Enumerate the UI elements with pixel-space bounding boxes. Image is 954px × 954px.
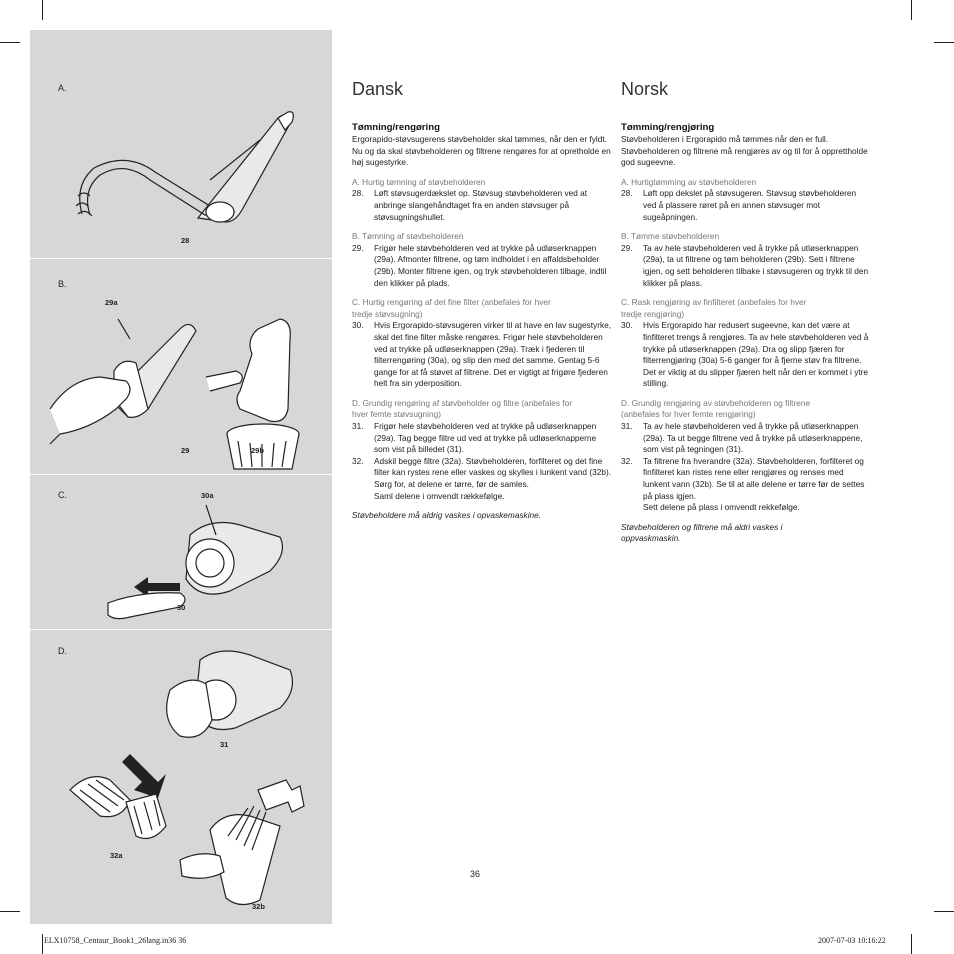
- item-number: 29.: [352, 242, 364, 253]
- norsk-section-d: [621, 398, 871, 514]
- item-number: 32.: [352, 455, 364, 466]
- list-item: [621, 188, 871, 223]
- item-text: Ta filtrene fra hverandre (32a). Støvbeholderen, forfilteret og finfilteret kan ristes rene eller rengjøres og renses med lunkent vann (32b). Se til at alle delene er tørre før de settes på plass igjen. Sett delene på plass i omvendt rekkefølge.: [643, 455, 865, 513]
- callout-31: 31: [220, 740, 229, 749]
- callout-28: 28: [181, 236, 190, 245]
- dust-container-release-illustration: [30, 259, 332, 474]
- footer-timestamp: 2007-07-03 10:16:22: [818, 936, 886, 945]
- list-item: [352, 188, 612, 223]
- item-text: Ta av hele støvbeholderen ved å trykke på utløserknappen (29a), ta ut filtrene og tøm beholderen (29b). Sett i filtrene igjen, og sett beholderen tilbake i støvsugeren og trykk til den klikker på plass.: [643, 242, 869, 288]
- norsk-intro: Støvbeholderen i Ergorapido må tømmes når den er full. Støvbeholderen og filtrene må rengjøres av og til for å opprettholde god sugeevne.: [621, 134, 868, 168]
- norsk-heading: Tømming/rengjøring: [621, 122, 715, 133]
- norsk-note: Støvbeholderen og filtrene må aldri vaskes i oppvaskmaskin.: [621, 521, 783, 544]
- crop-mark: [42, 0, 43, 20]
- list-item: [352, 456, 612, 502]
- callout-32a: 32a: [110, 851, 123, 860]
- panel-a-label: A.: [58, 83, 67, 93]
- panel-c-label: C.: [58, 490, 67, 500]
- list-item: [621, 421, 871, 456]
- list-item: [352, 320, 612, 390]
- crop-mark: [42, 934, 43, 954]
- dansk-section-b: [352, 231, 612, 289]
- crop-mark: [0, 911, 20, 912]
- filter-washing-illustration: [30, 630, 332, 924]
- item-text: Løft støvsugerdækslet op. Støvsug støvbeholderen ved at anbringe slangehåndtaget fra en anden støvsuger på støvsugningshullet.: [374, 188, 588, 222]
- crop-mark: [0, 42, 20, 43]
- crop-mark: [934, 42, 954, 43]
- vacuum-hose-illustration: [30, 30, 332, 258]
- callout-29a: 29a: [105, 298, 118, 307]
- item-number: 28.: [621, 188, 633, 199]
- section-heading: B. Tømme støvbeholderen: [621, 231, 720, 242]
- list-item: [621, 456, 871, 514]
- item-number: 30.: [352, 320, 364, 331]
- list-item: [352, 243, 612, 289]
- panel-d-label: D.: [58, 646, 67, 656]
- item-number: 28.: [352, 188, 364, 199]
- norsk-section-b: [621, 231, 871, 289]
- section-heading: A. Hurtigtømming av støvbeholderen: [621, 176, 757, 187]
- norsk-title: Norsk: [621, 79, 669, 99]
- dansk-title: Dansk: [352, 79, 404, 99]
- list-item: [621, 243, 871, 289]
- section-heading: A. Hurtig tømning af støvbeholderen: [352, 176, 486, 187]
- item-text: Frigør hele støvbeholderen ved at trykke på udløserknappen (29a). Tag begge filtre ud ved at trykke på udløserknapperne som vist på billedet (31).: [374, 421, 597, 455]
- item-number: 32.: [621, 455, 633, 466]
- callout-32b: 32b: [252, 902, 265, 911]
- list-item: [621, 320, 871, 390]
- dansk-section-d: [352, 398, 612, 502]
- item-text: Frigør hele støvbeholderen ved at trykke på udløserknappen (29a). Afmonter filtrene, og tøm indholdet i en affaldsbeholder (29b). Monter filtrene igen, og tryk støvbeholderen tilbage, indtil den klikker på plads.: [374, 242, 607, 288]
- dansk-heading: Tømning/rengøring: [352, 122, 440, 133]
- item-number: 30.: [621, 320, 633, 331]
- norsk-section-c: [621, 297, 871, 390]
- crop-mark: [911, 934, 912, 954]
- item-text: Hvis Ergorapido-støvsugeren virker til at have en lav sugestyrke, skal det fine filter måske rengøres. Frigør hele støvbeholderen ved at trykke på udløserknappen (29a). Træk i fjederen til filterrengøring (30a), og slip den med det samme. Gentag 5-6 gange for at få støvet af filtrene. Det er vigtigt at frigøre fjederen helt fra sin yderposition.: [374, 320, 612, 389]
- section-heading: C. Hurtig rengøring af det fine filter (anbefales for hver tredje støvsugning): [352, 297, 551, 319]
- dansk-note: Støvbeholdere må aldrig vaskes i opvaskemaskine.: [352, 510, 542, 521]
- panel-c: [30, 475, 332, 629]
- panel-b: [30, 259, 332, 474]
- dansk-intro: Ergorapido-støvsugerens støvbeholder skal tømmes, når den er fyldt. Nu og da skal støvbeholderen og filtrene rengøres for at opretholde en høj sugestyrke.: [352, 134, 611, 168]
- section-heading: D. Grundig rengjøring av støvbeholderen og filtrene (anbefales for hver femte rengjøring): [621, 397, 811, 420]
- panel-b-label: B.: [58, 279, 67, 289]
- item-number: 31.: [352, 421, 364, 432]
- section-heading: D. Grundig rengøring af støvbeholder og filtre (anbefales for hver femte støvsugning): [352, 397, 572, 420]
- crop-mark: [934, 911, 954, 912]
- callout-29: 29: [181, 446, 190, 455]
- item-number: 29.: [621, 242, 633, 253]
- section-heading: C. Rask rengjøring av finfilteret (anbefales for hver tredje rengjøring): [621, 297, 807, 319]
- panel-a: [30, 30, 332, 258]
- norsk-section-a: [621, 177, 871, 223]
- callout-29b: 29b: [251, 446, 264, 455]
- callout-30a: 30a: [201, 491, 214, 500]
- item-text: Hvis Ergorapido har redusert sugeevne, kan det være at finfilteret trengs å rengjøres. Ta av hele støvbeholderen ved å trykke på utløserknappen (29a). Dra og slipp fjæren for filterrengjøring (30a) 5-6 ganger for å fjerne støv fra filtrene. Det er viktig at du slipper fjæren helt når den er kommet i ytre stilling.: [643, 320, 869, 389]
- panel-d: [30, 630, 332, 924]
- illustration-sidebar: [30, 30, 332, 924]
- section-heading: B. Tømning af støvbeholderen: [352, 231, 464, 242]
- footer-file-info: ELX10758_Centaur_Book1_26lang.in36 36: [44, 936, 187, 945]
- page-number: 36: [470, 869, 481, 879]
- dansk-section-c: [352, 297, 612, 390]
- item-text: Adskil begge filtre (32a). Støvbeholderen, forfilteret og det fine filter kan rystes rene eller vaskes og skylles i lunkent vand (32b). Sørg for, at delene er tørre, før de samles. Saml delene i omvendt rækkefølge.: [374, 455, 612, 501]
- dansk-column: [352, 78, 612, 522]
- list-item: [352, 421, 612, 456]
- item-text: Løft opp dekslet på støvsugeren. Støvsug støvbeholderen ved å plassere røret på en annen støvsuger mot sugeåpningen.: [643, 188, 857, 222]
- callout-30: 30: [177, 603, 186, 612]
- norsk-column: [621, 78, 871, 545]
- item-number: 31.: [621, 421, 633, 432]
- dansk-section-a: [352, 177, 612, 223]
- item-text: Ta av hele støvbeholderen ved å trykke på utløserknappen (29a). Ta ut begge filtrene ved å trykke på utløserknappene, som vist på tegningen (31).: [643, 421, 863, 455]
- crop-mark: [911, 0, 912, 20]
